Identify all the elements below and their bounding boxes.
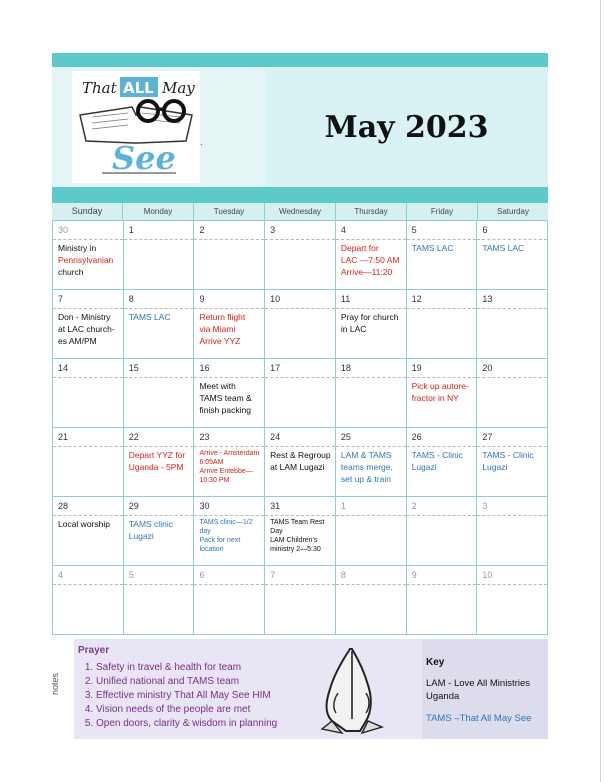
day-event [199, 380, 262, 416]
svg-text:See: See [112, 139, 176, 177]
key-tams: TAMS –That All May See [426, 713, 532, 724]
day-cell[interactable] [193, 497, 264, 565]
day-cell[interactable] [123, 359, 194, 427]
day-cell[interactable] [476, 566, 547, 634]
day-number: 31 [270, 501, 281, 511]
prayer-item: 4. Vision needs of the people are met [96, 703, 277, 717]
calendar-week [53, 428, 547, 497]
event-line: via Miami [199, 324, 236, 334]
event-line: set up & train [340, 474, 391, 484]
day-divider [477, 308, 547, 309]
day-number: 24 [270, 432, 281, 442]
mid-accent-bar [52, 187, 548, 203]
day-number: 8 [128, 294, 134, 304]
day-divider [124, 308, 194, 309]
day-event [129, 449, 192, 473]
event-line: location [199, 546, 224, 553]
day-event [482, 242, 545, 254]
event-line: Pennsylvanian [58, 255, 114, 265]
day-divider [265, 584, 335, 585]
day-cell[interactable] [335, 290, 406, 358]
day-event [58, 242, 121, 278]
day-cell[interactable] [476, 290, 547, 358]
event-line: Lugazi [128, 531, 154, 541]
header-dot: . [200, 137, 203, 148]
day-cell[interactable] [335, 359, 406, 427]
prayer-title: Prayer [78, 645, 110, 656]
day-event [341, 242, 404, 278]
event-line: church [58, 267, 84, 277]
weekday-header [52, 203, 548, 221]
notes-label-text: notes [50, 672, 61, 696]
day-cell[interactable] [406, 359, 477, 427]
day-cell[interactable] [53, 497, 123, 565]
day-cell[interactable] [264, 290, 335, 358]
day-divider [194, 446, 264, 447]
day-number: 21 [58, 432, 69, 442]
day-divider [477, 515, 547, 516]
key-box [422, 639, 548, 739]
day-number: 30 [58, 225, 69, 235]
day-number: 1 [340, 501, 346, 511]
day-divider [124, 239, 194, 240]
weekday-thursday: Thursday [335, 203, 406, 220]
day-number: 18 [340, 363, 351, 373]
day-divider [53, 239, 123, 240]
day-cell[interactable] [193, 221, 264, 289]
day-event [199, 311, 262, 347]
event-line: 10:30 PM [199, 477, 230, 484]
day-divider [477, 446, 547, 447]
day-event [270, 518, 333, 554]
day-cell[interactable] [53, 566, 123, 634]
day-divider [407, 308, 477, 309]
prayer-item: 3. Effective ministry That All May See HIM [96, 689, 277, 703]
day-number: 7 [270, 570, 276, 580]
calendar-week [53, 359, 547, 428]
event-line: day [199, 528, 211, 535]
day-event [199, 449, 262, 485]
day-number: 9 [199, 294, 205, 304]
day-divider [407, 515, 477, 516]
event-line: Uganda - 5PM [128, 462, 184, 472]
event-line: TAMS Team Rest [270, 519, 325, 526]
day-number: 7 [58, 294, 64, 304]
day-number: 8 [340, 570, 346, 580]
day-number: 4 [58, 570, 64, 580]
day-cell[interactable] [264, 221, 335, 289]
weekday-tuesday: Tuesday [193, 203, 264, 220]
day-cell[interactable] [193, 566, 264, 634]
day-number: 13 [482, 294, 493, 304]
day-cell[interactable] [476, 359, 547, 427]
day-divider [477, 239, 547, 240]
day-number: 14 [58, 363, 69, 373]
day-number: 11 [340, 294, 351, 304]
day-divider [407, 446, 477, 447]
day-divider [124, 446, 194, 447]
prayer-item: 1. Safety in travel & health for team [96, 661, 277, 675]
day-divider [336, 446, 406, 447]
svg-text:ALL: ALL [123, 79, 154, 97]
day-number: 17 [270, 363, 281, 373]
day-divider [336, 584, 406, 585]
event-line: Depart for [340, 243, 379, 253]
day-cell[interactable] [264, 497, 335, 565]
day-cell[interactable] [53, 290, 123, 358]
day-divider [194, 239, 264, 240]
day-cell[interactable] [193, 290, 264, 358]
event-line: TAMS team & [199, 393, 252, 403]
day-divider [194, 377, 264, 378]
day-cell[interactable] [476, 428, 547, 496]
prayer-box [74, 639, 422, 739]
day-event [129, 518, 192, 542]
svg-text:That: That [82, 79, 117, 97]
day-divider [53, 446, 123, 447]
event-line: at LAM Lugazi [270, 462, 325, 472]
event-line: finish packing [199, 405, 251, 415]
day-divider [265, 515, 335, 516]
day-divider [265, 308, 335, 309]
day-number: 23 [199, 432, 210, 442]
day-cell[interactable] [335, 221, 406, 289]
day-cell[interactable] [406, 428, 477, 496]
day-cell[interactable] [123, 290, 194, 358]
event-line: Pray for church [340, 312, 399, 322]
day-event [341, 449, 404, 485]
day-cell[interactable] [476, 221, 547, 289]
day-number: 30 [199, 501, 210, 511]
day-cell[interactable] [476, 497, 547, 565]
day-cell[interactable] [335, 566, 406, 634]
event-line: TAMS clinic—1/2 [199, 519, 253, 526]
day-divider [265, 239, 335, 240]
event-line: TAMS clinic [128, 519, 173, 529]
event-line: Arrive YYZ [199, 336, 241, 346]
prayer-list [78, 661, 277, 731]
day-divider [194, 584, 264, 585]
event-line: Meet with [199, 381, 236, 391]
month-title: May 2023 [265, 67, 548, 187]
day-number: 2 [199, 225, 205, 235]
weekday-friday: Friday [406, 203, 477, 220]
day-cell[interactable] [53, 359, 123, 427]
day-cell[interactable] [264, 566, 335, 634]
day-event [199, 518, 262, 554]
weekday-wednesday: Wednesday [264, 203, 335, 220]
day-cell[interactable] [123, 221, 194, 289]
event-line: Pack for next [199, 537, 241, 544]
day-number: 25 [340, 432, 351, 442]
event-line: Arrive - Amsterdam [199, 450, 260, 457]
day-number: 1 [128, 225, 134, 235]
day-number: 22 [128, 432, 139, 442]
day-cell[interactable] [406, 221, 477, 289]
day-divider [124, 377, 194, 378]
event-line: ministry 2—5:30 [270, 546, 321, 553]
day-number: 9 [411, 570, 417, 580]
event-line: Depart YYZ for [128, 450, 186, 460]
day-cell[interactable] [53, 221, 123, 289]
notes-section [52, 639, 548, 739]
day-event [412, 242, 475, 254]
event-line: Arrive—11:20 [340, 267, 393, 277]
calendar-grid [52, 221, 548, 635]
calendar-week [53, 566, 547, 635]
day-number: 27 [482, 432, 493, 442]
event-line: Don - Ministry [58, 312, 111, 322]
calendar-week [53, 497, 547, 566]
day-divider [477, 377, 547, 378]
day-divider [53, 584, 123, 585]
day-cell[interactable] [193, 428, 264, 496]
day-cell[interactable] [264, 428, 335, 496]
day-divider [407, 377, 477, 378]
that-all-may-see-logo [72, 71, 200, 183]
weekday-sunday: Sunday [71, 206, 103, 216]
day-number: 5 [128, 570, 134, 580]
event-line: TAMS LAC [128, 312, 171, 322]
day-number: 10 [270, 294, 281, 304]
event-line: TAMS LAC [411, 243, 454, 253]
event-line: LAC —7:50 AM [340, 255, 400, 265]
day-event [412, 449, 475, 473]
page-border [600, 0, 601, 782]
day-number: 10 [482, 570, 493, 580]
day-cell[interactable] [123, 566, 194, 634]
day-event [270, 449, 333, 473]
day-divider [336, 515, 406, 516]
day-number: 15 [128, 363, 139, 373]
day-divider [336, 239, 406, 240]
day-divider [477, 584, 547, 585]
day-number: 16 [199, 363, 210, 373]
svg-text:May: May [162, 79, 195, 97]
top-accent-bar [52, 53, 548, 67]
event-line: Rest & Regroup [270, 450, 331, 460]
day-event [412, 380, 475, 404]
day-number: 29 [128, 501, 139, 511]
day-number: 6 [199, 570, 205, 580]
praying-hands-icon [312, 641, 394, 735]
day-divider [265, 446, 335, 447]
day-divider [53, 377, 123, 378]
day-divider [124, 515, 194, 516]
event-line: TAMS LAC [482, 243, 525, 253]
day-cell[interactable] [406, 497, 477, 565]
day-cell[interactable] [264, 359, 335, 427]
day-cell[interactable] [335, 428, 406, 496]
event-line: LAM Children's [270, 537, 318, 544]
calendar-week [53, 290, 547, 359]
day-event [341, 311, 404, 335]
event-line: Local worship [58, 519, 110, 529]
event-line: TAMS - Clinic [411, 450, 463, 460]
day-number: 19 [411, 363, 422, 373]
day-number: 6 [482, 225, 488, 235]
key-title: Key [426, 657, 445, 668]
day-cell[interactable] [53, 428, 123, 496]
event-line: Day [270, 528, 283, 535]
logo-graphic [72, 71, 200, 183]
event-line: Arrive Entebbe— [199, 468, 253, 475]
day-event [482, 449, 545, 473]
day-number: 4 [340, 225, 346, 235]
day-cell[interactable] [335, 497, 406, 565]
notes-label [52, 665, 72, 709]
calendar-page [52, 53, 548, 739]
day-divider [194, 515, 264, 516]
event-line: Pick up autore- [411, 381, 469, 391]
calendar-week [53, 221, 547, 290]
event-line: at LAC church- [58, 324, 115, 334]
day-number: 28 [58, 501, 69, 511]
prayer-item: 5. Open doors, clarity & wisdom in planning [96, 717, 277, 731]
weekday-saturday: Saturday [477, 203, 548, 220]
day-number: 20 [482, 363, 493, 373]
day-event [58, 518, 121, 530]
event-line: Lugazi [482, 462, 508, 472]
day-divider [124, 584, 194, 585]
day-number: 26 [411, 432, 422, 442]
day-cell[interactable] [406, 566, 477, 634]
day-cell[interactable] [406, 290, 477, 358]
day-cell[interactable] [123, 428, 194, 496]
prayer-item: 2. Unified national and TAMS team [96, 675, 277, 689]
event-line: 6:05AM [199, 459, 224, 466]
day-number: 5 [411, 225, 417, 235]
event-line: TAMS - Clinic [482, 450, 534, 460]
day-divider [336, 377, 406, 378]
day-event [129, 311, 192, 323]
calendar-header [52, 67, 548, 187]
event-line: Lugazi [411, 462, 437, 472]
key-lam: LAM - Love All Ministries Uganda [426, 678, 531, 702]
event-line: LAM & TAMS [340, 450, 392, 460]
day-divider [407, 239, 477, 240]
day-cell[interactable] [123, 497, 194, 565]
event-line: Ministry in [58, 243, 97, 253]
day-divider [53, 515, 123, 516]
day-number: 3 [270, 225, 276, 235]
day-event [58, 311, 121, 347]
day-divider [407, 584, 477, 585]
day-number: 3 [482, 501, 488, 511]
day-cell[interactable] [193, 359, 264, 427]
day-divider [265, 377, 335, 378]
day-divider [53, 308, 123, 309]
event-line: Return flight [199, 312, 246, 322]
event-line: in LAC [340, 324, 367, 334]
event-line: es AM/PM [58, 336, 97, 346]
day-divider [336, 308, 406, 309]
event-line: fractor in NY [411, 393, 459, 403]
day-number: 12 [411, 294, 422, 304]
event-line: teams merge, [340, 462, 393, 472]
day-divider [194, 308, 264, 309]
day-number: 2 [411, 501, 417, 511]
weekday-monday: Monday [122, 203, 193, 220]
